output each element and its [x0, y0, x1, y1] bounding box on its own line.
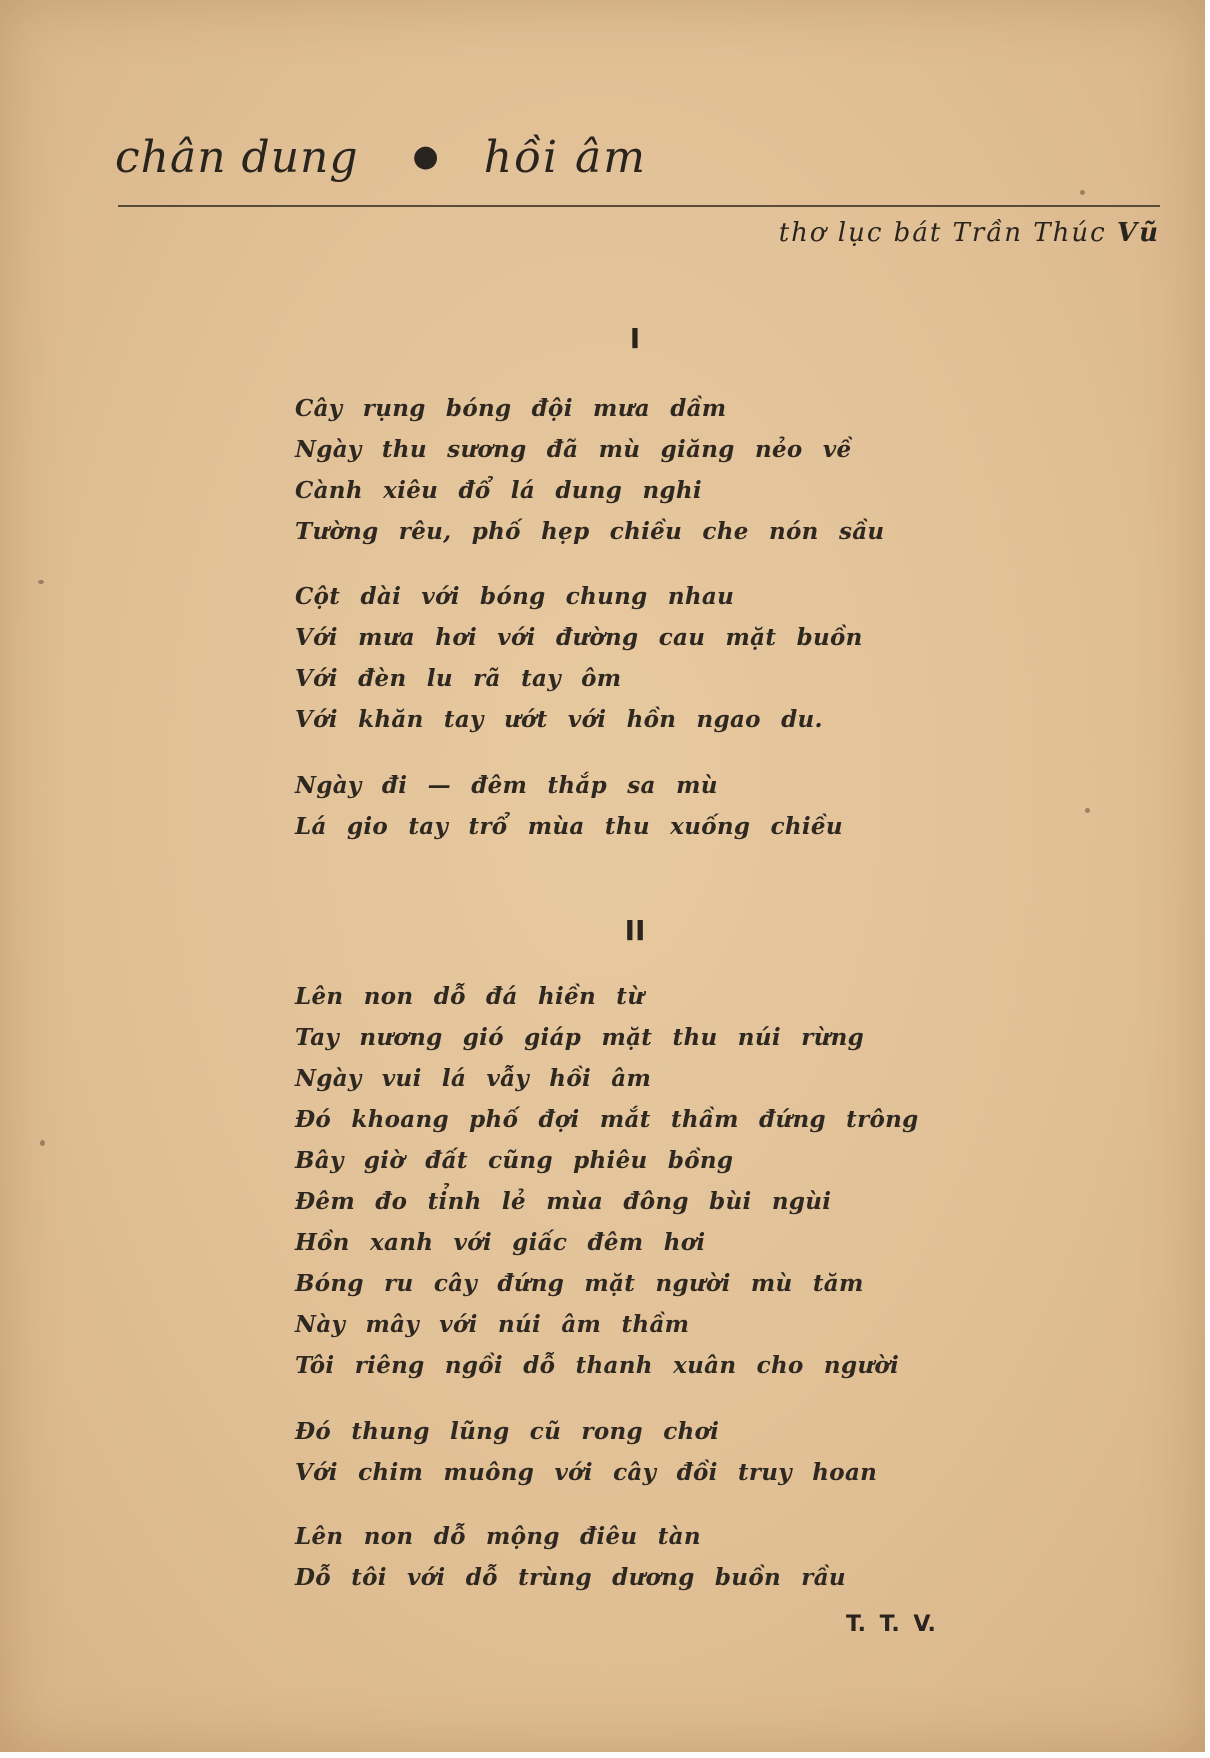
poem-line: Lên non dỗ mộng điêu tàn [295, 1523, 701, 1550]
byline-author-last: Vũ [1116, 218, 1160, 248]
poem-line: Ngày thu sương đã mù giăng nẻo về [295, 436, 852, 463]
poem-line: Tôi riêng ngồi dỗ thanh xuân cho người [295, 1352, 900, 1379]
byline-author: Trần Thúc [952, 218, 1107, 248]
stanza-2-1 [295, 976, 919, 1386]
poem-line: Này mây với núi âm thầm [295, 1311, 690, 1338]
poem-line: Cột dài với bóng chung nhau [295, 583, 735, 610]
poem-line: Với mưa hơi với đường cau mặt buồn [295, 624, 863, 651]
paper-speck [1080, 190, 1085, 195]
title-right: hồi âm [483, 132, 648, 183]
byline [779, 218, 1160, 248]
poem-line: Cây rụng bóng đội mưa dầm [295, 395, 727, 422]
signature: T. T. V. [846, 1612, 936, 1637]
poem-line: Với đèn lu rã tay ôm [295, 665, 622, 692]
poem-line: Hồn xanh với giấc đêm hơi [295, 1229, 706, 1256]
paper-speck [40, 1140, 45, 1146]
stanza-2-3 [295, 1516, 846, 1598]
poem-line: Lên non dỗ đá hiền từ [295, 983, 645, 1010]
title-rule [118, 205, 1160, 207]
stanza-1-1 [295, 388, 884, 552]
poem-line: Ngày đi — đêm thắp sa mù [295, 772, 718, 799]
poem-line: Tường rêu, phố hẹp chiều che nón sầu [295, 518, 885, 545]
paper-speck [1085, 808, 1090, 813]
poem-line: Dỗ tôi với dỗ trùng dương buồn rầu [295, 1564, 846, 1591]
poem-line: Ngày vui lá vẫy hồi âm [295, 1065, 652, 1092]
poem-line: Với chim muông với cây đồi truy hoan [295, 1459, 878, 1486]
poem-line: Tay nương gió giáp mặt thu núi rừng [295, 1024, 865, 1051]
poem-line: Lá gio tay trổ mùa thu xuống chiều [295, 813, 843, 840]
poem-line: Đó khoang phố đợi mắt thầm đứng trông [295, 1106, 919, 1133]
page-title [115, 132, 647, 183]
byline-prefix: thơ lục bát [778, 218, 943, 248]
stanza-1-2 [295, 576, 863, 740]
paper-speck [38, 580, 44, 584]
title-left: chân dung [115, 132, 359, 183]
stanza-2-2 [295, 1411, 877, 1493]
poem-line: Cành xiêu đổ lá dung nghi [295, 477, 702, 504]
poem-line: Bây giờ đất cũng phiêu bồng [295, 1147, 734, 1174]
poem-line: Với khăn tay ướt với hồn ngao du. [295, 706, 823, 733]
poem-line: Bóng ru cây đứng mặt người mù tăm [295, 1270, 864, 1297]
poem-line: Đêm đo tỉnh lẻ mùa đông bùi ngùi [295, 1188, 832, 1215]
stanza-1-3 [295, 765, 843, 847]
section-number-2: II [624, 914, 646, 947]
poem-line: Đó thung lũng cũ rong chơi [295, 1418, 720, 1445]
title-bullet-icon: ● [412, 139, 440, 174]
section-number-1: I [629, 322, 641, 355]
